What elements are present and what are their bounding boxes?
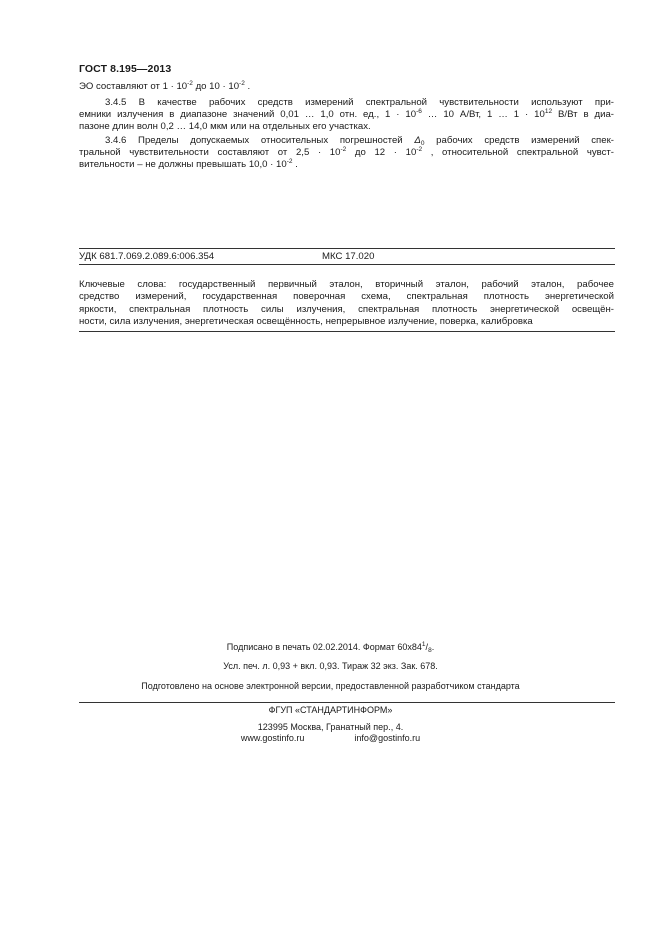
document-header: ГОСТ 8.195—2013 (79, 63, 172, 75)
keywords-line-2: средство измерений, государственная поверочная схема, спектральная плотность энергетической (79, 291, 614, 303)
p345-line-2-b: … 10 А/Вт, 1 … 1 · 10 (421, 109, 545, 121)
delta-subscript: 0 (420, 140, 425, 147)
udk-bottom-rule (79, 264, 615, 265)
signed-end: . (431, 642, 435, 652)
p346-line-2-a: тральной чувствительности составляют от 2,5 · 10 (79, 147, 341, 159)
keywords-line-1: Ключевые слова: государственный первичный эталон, вторичный эталон, рабочий эталон, рабочее (79, 279, 614, 290)
p346-line-1-a: 3.4.6 Пределы допускаемых относительных погрешностей (105, 135, 415, 146)
p345-line-2-c: В/Вт в диа- (552, 109, 614, 121)
keywords-block (79, 279, 614, 329)
p346-exponent-1: -2 (340, 146, 347, 154)
signed-to-print: Подписано в печать 02.02.2014. Формат $60x84^1/_8$. (226, 641, 435, 654)
p346-line-2-c: , относительной спектральной чувст- (422, 147, 614, 159)
prepared-note: Подготовлено на основе электронной версии, предоставленной разработчиком стандарта (141, 681, 520, 691)
publisher-contacts (0, 733, 661, 743)
email-link[interactable]: info@gostinfo.ru (354, 733, 421, 743)
p346-exponent-3: -2 (286, 158, 293, 166)
udk-code: УДК 681.7.069.2.089.6:006.354 (79, 251, 215, 262)
format-denominator: 8 (428, 647, 432, 654)
publisher-address: 123995 Москва, Гранатный пер., 4. (257, 722, 404, 732)
p346-line-1-b: рабочих средств измерений спек- (424, 135, 614, 146)
eo-prefix: ЭО составляют от 1 · 10 (79, 81, 188, 92)
eo-exponent-1: -2 (187, 80, 193, 87)
keywords-line-3: яркости, спектральная плотность силы излучения, спектральная плотность энергетической освещён- (79, 303, 614, 315)
eo-suffix: . (244, 81, 251, 92)
keywords-bottom-rule (79, 331, 615, 332)
format-numerator: 1 (421, 641, 426, 648)
mks-code: МКС 17.020 (322, 251, 375, 262)
publisher-name: ФГУП «СТАНДАРТИНФОРМ» (268, 705, 393, 715)
p346-line-3 (79, 159, 614, 171)
p345-exponent-2: 12 (544, 108, 553, 116)
colophon-rule (79, 702, 615, 703)
p346-line-1 (79, 135, 614, 147)
classification-row (79, 251, 614, 262)
eo-exponent-2: -2 (239, 80, 245, 87)
paragraph-eo-range (79, 81, 614, 93)
p345-line-2-a: емники излучения в диапазоне значений 0,01 … 1,0 отн. ед., 1 · 10 (79, 109, 417, 121)
eo-mid: до 10 · 10 (192, 81, 240, 92)
p346-line-2 (79, 147, 614, 159)
udk-top-rule (79, 248, 615, 249)
p345-line-3: пазоне длин волн 0,2 … 14,0 мкм или на отдельных его участках. (79, 121, 371, 133)
website-link[interactable]: www.gostinfo.ru (240, 733, 305, 743)
p345-line-1: 3.4.5 В качестве рабочих средств измерений спектральной чувствительности используют при- (105, 97, 614, 108)
p346-line-3-a: вительности – не должны превышать 10,0 · 10 (79, 159, 287, 171)
keywords-line-4: ности, сила излучения, энергетическая освещённость, непрерывное излучение, поверка, калибровка (79, 316, 533, 328)
p346-exponent-2: -2 (416, 146, 423, 154)
print-sheets: Усл. печ. л. 0,93 + вкл. 0,93. Тираж 32 экз. Зак. 678. (223, 661, 438, 671)
p345-exponent-1: -6 (416, 108, 422, 116)
signed-text: Подписано в печать 02.02.2014. Формат 60x84 (226, 642, 422, 652)
paragraph-3-4-6 (79, 135, 614, 172)
paragraph-3-4-5 (79, 97, 614, 134)
p345-line-2 (79, 109, 614, 121)
delta-symbol: Δ (414, 135, 421, 146)
p346-line-3-b: . (292, 159, 298, 171)
p346-line-2-b: до 12 · 10 (346, 147, 417, 159)
